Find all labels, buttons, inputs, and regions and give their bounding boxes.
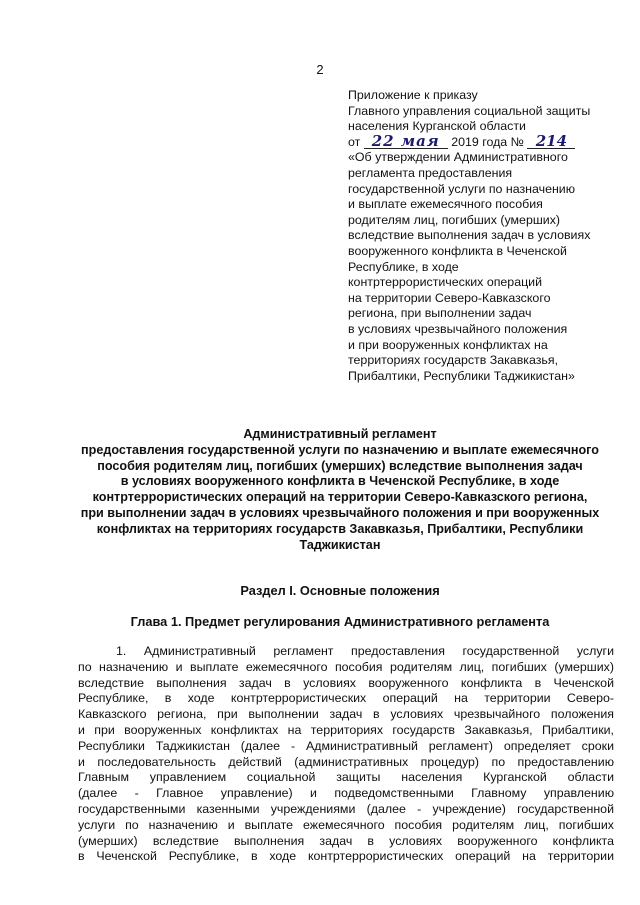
appendix-block (348, 88, 618, 384)
handwritten-order-number: 214 (527, 135, 575, 149)
chapter-heading: Глава 1. Предмет регулирования Административного регламента (130, 614, 550, 629)
body-line: и последовательность действий (административных процедур) по предоставлению (78, 754, 614, 769)
body-line: Кавказского региона, при выполнении задач в условиях чрезвычайного положения (78, 707, 614, 722)
title-line: пособия родителям лиц, погибших (умерших) вследствие выполнения задач (97, 458, 583, 473)
body-line: Республике, в ходе контртеррористических операций на территории Северо- (78, 691, 614, 706)
year-text: 2019 года № (451, 134, 524, 149)
title-line: Таджикистан (299, 537, 381, 552)
title-line: в условиях вооруженного конфликта в Чеченской Республике, в ходе (120, 474, 560, 489)
body-line: (далее - Главное управление) и подведомственными Главному управлению (78, 786, 614, 801)
appendix-line: Приложение к приказу (348, 88, 478, 102)
appendix-line: «Об утверждении Административного (348, 150, 568, 165)
date-prefix: от (348, 134, 361, 149)
body-line: государственными казенными учреждениями (далее - учреждение) государственной (78, 801, 614, 816)
section-heading: Раздел I. Основные положения (240, 583, 440, 598)
body-line: (умерших) вследствие выполнения задач в условиях вооруженного конфликта (78, 833, 614, 848)
body-paragraph (78, 644, 614, 865)
title-line: конфликтах на территориях государств Закавказья, Прибалтики, Республики (96, 521, 584, 536)
appendix-line: Прибалтики, Республики Таджикистан» (348, 368, 575, 383)
appendix-line: в условиях чрезвычайного положения (348, 321, 568, 336)
body-line: Главным управлением социальной защиты населения Курганской области (78, 770, 614, 785)
appendix-line: государственной услуги по назначению (348, 181, 576, 196)
appendix-line: родителям лиц, погибших (умерших) (348, 212, 561, 227)
body-line: вследствие выполнения задач в условиях вооруженного конфликта в Чеченской (78, 675, 614, 690)
title-line: Административный регламент (243, 427, 437, 441)
body-line: в Чеченской Республике, в ходе контртеррористических операций на территории (78, 849, 614, 864)
title-line: контртеррористических операций на территории Северо-Кавказского региона, (92, 490, 588, 505)
appendix-line: контртеррористических операций (348, 275, 543, 290)
body-line: по назначению и выплате ежемесячного пособия родителям лиц, погибших (умерших) (78, 659, 614, 674)
title-line: предоставления государственной услуги по назначению и выплате ежемесячного (81, 442, 599, 457)
document-title (60, 427, 620, 553)
appendix-line: Республике, в ходе (348, 259, 459, 274)
appendix-line: регламента предоставления (348, 165, 513, 180)
appendix-line: вооруженного конфликта в Чеченской (348, 243, 567, 258)
appendix-line: и при вооруженных конфликтах на (348, 337, 548, 352)
appendix-line: Главного управления социальной защиты (348, 103, 591, 118)
handwritten-date: 22 мая (364, 135, 448, 149)
page-number: 2 (316, 62, 324, 77)
appendix-line: территориях государств Закавказья, (348, 353, 559, 368)
appendix-line: региона, при выполнении задач (348, 306, 532, 321)
appendix-line: вследствие выполнения задач в условиях (348, 228, 591, 243)
appendix-line: на территории Северо-Кавказского (348, 290, 551, 305)
order-date-line (348, 131, 618, 151)
appendix-line: населения Курганской области (348, 119, 526, 134)
body-line: и при вооруженных конфликтах на территориях государств Закавказья, Прибалтики, (78, 722, 614, 737)
body-line: 1. Административный регламент предоставления государственной услуги (116, 644, 614, 658)
title-line: при выполнении задач в условиях чрезвычайного положения и при вооруженных (80, 505, 600, 520)
body-line: Республики Таджикистан (далее - Административный регламент) определяет сроки (78, 738, 614, 753)
body-line: услуги по назначению и выплате ежемесячного пособия родителям лиц, погибших (78, 817, 614, 832)
appendix-line: и выплате ежемесячного пособия (348, 197, 543, 212)
